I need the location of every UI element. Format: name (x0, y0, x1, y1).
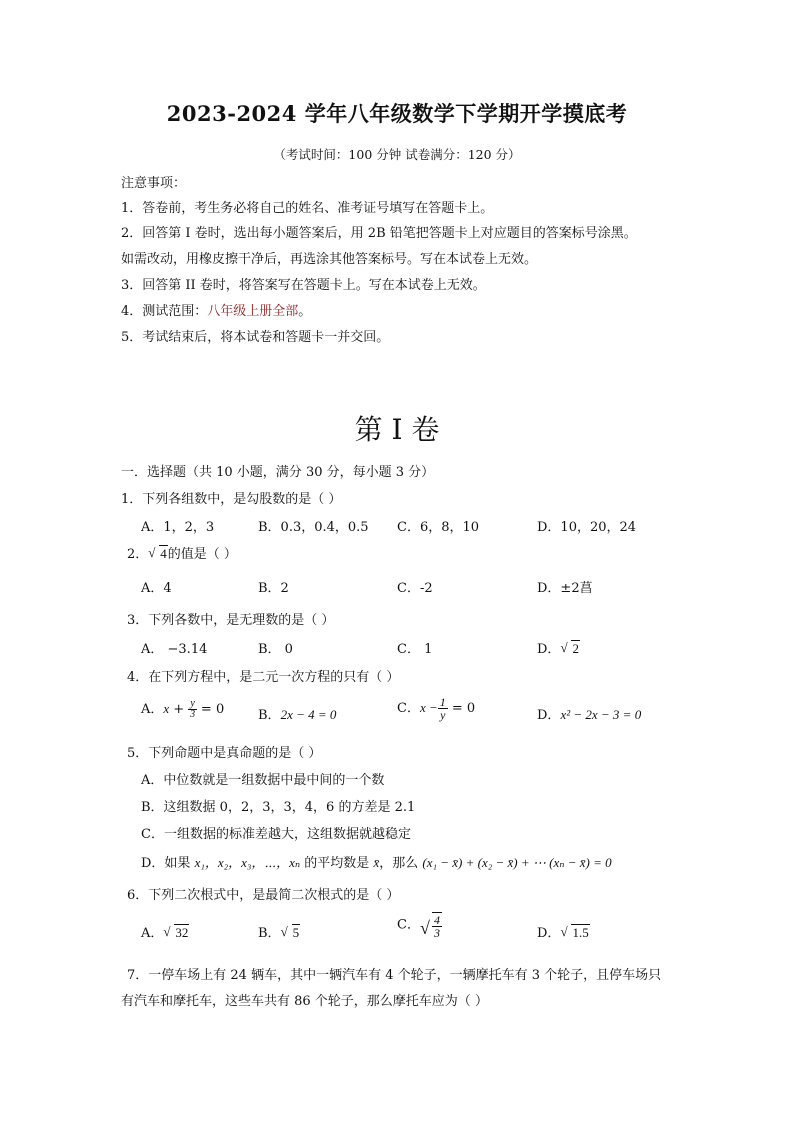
sqrt-symbol (281, 925, 301, 941)
option-d-variables: x₁，x₂，x₃，⋯，xₙ (194, 855, 301, 870)
question-2-option-a: A．4 (141, 581, 172, 596)
question-5-stem: 5．下列命题中是真命题的是（ ） (127, 746, 322, 761)
fraction-denominator: y (440, 708, 446, 722)
question-2-number: 2． (127, 547, 149, 562)
question-6-option-a (141, 922, 189, 941)
option-c-equals: = 0 (447, 701, 476, 716)
question-1-option-d: D．10，20，24 (537, 520, 637, 535)
note-item-5: 5．考试结束后，将本试卷和答题卡一并交回。 (121, 330, 390, 345)
option-c-label: C． (397, 701, 420, 716)
note-item-4-label: 4．测试范围： (121, 304, 208, 319)
question-4-option-c (397, 696, 475, 721)
question-6-option-b (258, 922, 300, 941)
question-1-option-a: A．1，2，3 (141, 520, 215, 535)
question-1-option-b: B．0.3，0.4，0.5 (258, 520, 369, 535)
sqrt-symbol (420, 912, 442, 939)
fraction-numerator: 1 (439, 695, 446, 709)
fraction-numerator: y (190, 698, 195, 709)
option-b-label: B． (258, 926, 281, 941)
test-range-value: 八年级上册全部 (207, 304, 299, 319)
option-d-mean: x̄ (373, 855, 380, 870)
option-d-formula: (x₁ − x̄) + (x₂ − x̄) + ⋯ (xₙ − x̄) = 0 (422, 855, 612, 870)
fraction (188, 699, 196, 720)
option-a-x: x (163, 701, 170, 716)
option-b-radicand: 5 (292, 925, 300, 940)
note-item-4-end: 。 (298, 304, 312, 319)
option-b-label: B． (258, 708, 281, 723)
question-4-stem: 4．在下列方程中，是二元一次方程的只有（ ） (127, 670, 400, 685)
option-c-x: x − (419, 700, 438, 715)
option-a-equals: = 0 (196, 702, 225, 717)
question-3-stem: 3．下列各数中，是无理数的是（ ） (127, 613, 335, 628)
option-a-label: A． (141, 926, 164, 941)
question-6-stem: 6．下列二次根式中，是最简二次根式的是（ ） (127, 888, 400, 903)
note-item-1: 1．答卷前，考生务必将自己的姓名、准考证号填写在答题卡上。 (121, 201, 494, 216)
option-d-label: D． (537, 926, 561, 941)
question-5-option-b: B．这组数据 0，2，3，3，4，6 的方差是 2.1 (141, 800, 416, 815)
notes-heading: 注意事项： (121, 176, 187, 191)
question-1-stem: 1．下列各组数中，是勾股数的是（ ） (121, 492, 342, 507)
sqrt-symbol (560, 925, 589, 941)
question-6-option-c (397, 912, 442, 939)
fraction-numerator: √ 4 (433, 913, 440, 927)
question-2-option-d: D．±2菖 (537, 581, 593, 596)
option-a-label: A． (141, 702, 164, 717)
option-a-radicand: 32 (175, 925, 189, 940)
sqrt-symbol (560, 641, 580, 657)
option-d-label: D． (537, 642, 561, 657)
question-2-option-b: B．2 (258, 581, 289, 596)
fraction-denominator: 3 (190, 709, 196, 720)
question-5-option-a: A．中位数就是一组数据中最中间的一个数 (141, 773, 385, 788)
note-item-2-continued: 如需改动，用橡皮擦干净后，再选涂其他答案标号。写在本试卷上无效。 (121, 252, 538, 267)
option-c-label: C． (397, 917, 420, 933)
option-d-radicand: 2 (572, 641, 579, 656)
question-3-option-a: A． −3.14 (141, 642, 208, 657)
question-4-option-b (258, 704, 336, 723)
option-d-radicand: 1.5 (572, 925, 589, 940)
sqrt-symbol (148, 546, 168, 562)
option-d-middle: 的平均数是 (300, 856, 374, 871)
exam-subtitle: （考试时间：100 分钟 试卷满分：120 分） (273, 147, 521, 162)
question-2-stem-text: 的值是（ ） (167, 547, 237, 562)
option-d-label: D． (537, 708, 561, 723)
option-d-equation: x² − 2x − 3 = 0 (560, 707, 642, 722)
question-7-stem-continued: 有汽车和摩托车，这些车共有 86 个轮子，那么摩托车应为（ ） (121, 994, 488, 1009)
question-6-option-d (537, 922, 590, 941)
question-4-option-d (537, 704, 641, 723)
fraction-denominator: 3 (433, 926, 440, 940)
question-1-option-c: C．6，8，10 (397, 520, 480, 535)
note-item-3: 3．回答第 II 卷时，将答案写在答题卡上。写在本试卷上无效。 (121, 278, 486, 293)
question-4-option-a (141, 698, 224, 720)
question-3-option-c: C． 1 (397, 642, 433, 657)
option-a-plus: + (169, 702, 189, 717)
question-2-option-c: C．-2 (397, 581, 433, 596)
note-item-4 (121, 300, 311, 319)
part1-heading: 一．选择题（共 10 小题，满分 30 分，每小题 3 分） (121, 465, 435, 480)
note-item-2: 2．回答第 I 卷时，选出每小题答案后，用 2B 铅笔把答题卡上对应题目的答案标号涂黑。 (121, 226, 637, 241)
question-5-option-d (141, 852, 612, 871)
question-2-stem (127, 543, 237, 562)
fraction (438, 696, 448, 721)
exam-title: 2023-2024 学年八年级数学下学期开学摸底考 (166, 101, 628, 126)
question-3-option-d (537, 638, 580, 657)
fraction (432, 912, 442, 939)
option-b-equation: 2x − 4 = 0 (280, 707, 337, 722)
section-title: 第 I 卷 (354, 413, 440, 446)
question-5-option-c: C．一组数据的标准差越大，这组数据就越稳定 (141, 827, 411, 842)
question-2-radicand: 4 (160, 546, 167, 561)
option-d-prefix: D．如果 (141, 856, 195, 871)
question-7-stem: 7．一停车场上有 24 辆车，其中一辆汽车有 4 个轮子，一辆摩托车有 3 个轮子，且停车场只 (127, 968, 662, 983)
option-d-then: ，那么 (379, 856, 423, 871)
question-3-option-b: B． 0 (258, 642, 293, 657)
sqrt-symbol (163, 925, 189, 941)
